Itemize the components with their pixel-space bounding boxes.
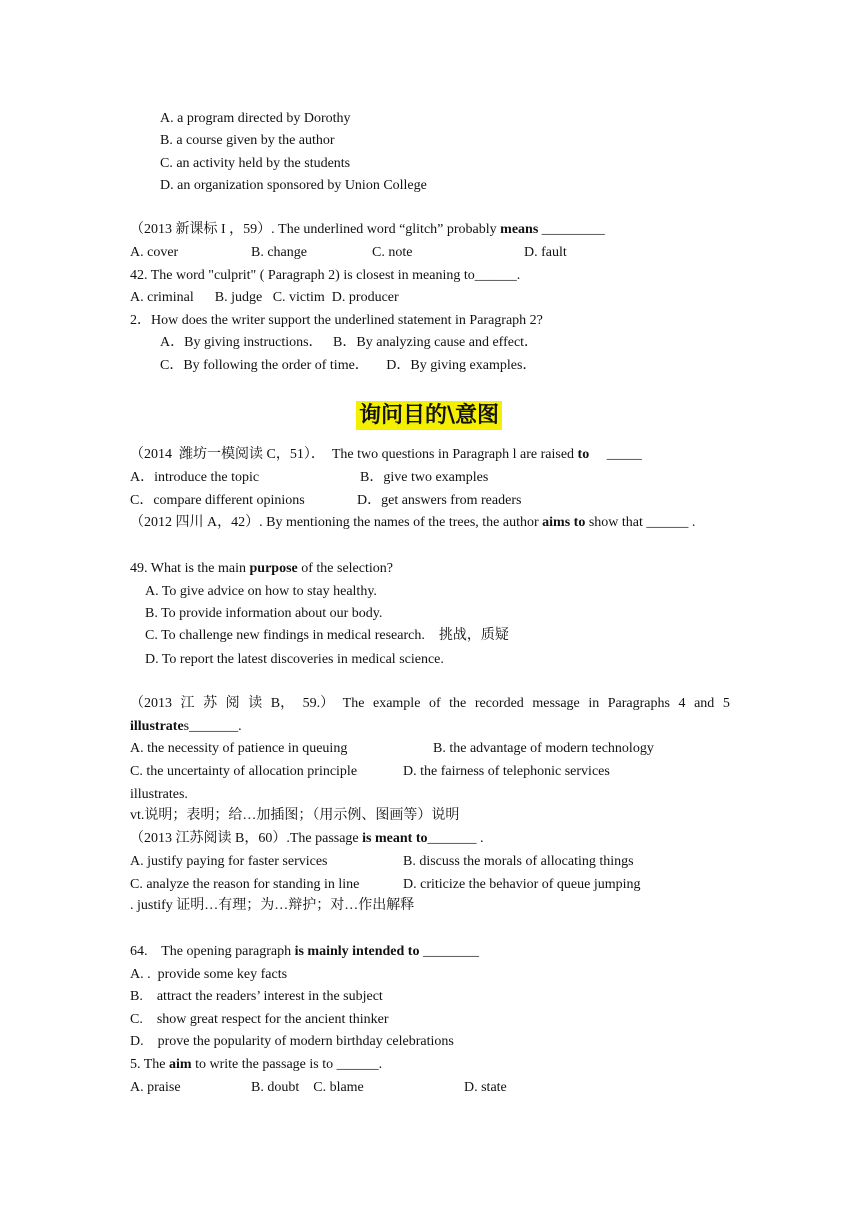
option-a: A. the necessity of patience in queuing xyxy=(130,741,348,756)
option-a: A. . provide some key facts xyxy=(130,967,288,982)
question-text: show that ______ . xyxy=(585,515,696,530)
option-d: D. the fairness of telephonic services xyxy=(403,764,610,779)
word: of xyxy=(428,696,441,711)
question-culprit: 42. The word "culprit" ( Paragraph 2) is closest in meaning to______. xyxy=(130,268,521,283)
word: and xyxy=(694,696,715,711)
question-illustrates xyxy=(130,695,730,713)
answer-blank: _______ . xyxy=(427,831,484,846)
word: 4 xyxy=(678,696,686,711)
question-text: （2012 四川 A，42）. By mentioning the names of the trees, the author xyxy=(130,515,543,530)
answer-blank: _________ xyxy=(538,222,605,237)
word: 5 xyxy=(722,696,730,711)
option-b: B. To provide information about our body. xyxy=(145,606,383,621)
highlighted-title: 询问目的\意图 xyxy=(356,401,502,430)
option-b: B. attract the readers’ interest in the subject xyxy=(130,989,383,1004)
option-b: B. discuss the morals of allocating things xyxy=(403,854,634,869)
word: 苏 xyxy=(203,696,218,711)
question-text: 49. What is the main xyxy=(130,561,250,576)
word: B， xyxy=(270,696,295,711)
option-d: D. fault xyxy=(524,245,567,260)
question-intended-to xyxy=(130,943,479,961)
option-a: A．introduce the topic xyxy=(130,470,260,485)
word: 江 xyxy=(180,696,195,711)
question-glitch xyxy=(130,221,605,239)
word: 59.） xyxy=(302,696,335,711)
section-heading xyxy=(356,401,502,431)
question-aim xyxy=(130,1056,382,1074)
options-row: A. criminal B. judge C. victim D. producer xyxy=(130,290,399,305)
options-row: B. doubt C. blame xyxy=(251,1080,364,1095)
word: example xyxy=(372,696,421,711)
option-c: C. To challenge new findings in medical research. 挑战，质疑 xyxy=(145,628,509,643)
answer-blank: to write the passage is to ______. xyxy=(191,1057,383,1072)
question-support: 2．How does the writer support the underlined statement in Paragraph 2? xyxy=(130,313,543,328)
question-text: 64. The opening paragraph xyxy=(130,944,295,959)
option-a: A. cover xyxy=(130,245,179,260)
word: 阅 xyxy=(225,696,240,711)
word: The xyxy=(342,696,365,711)
option-a: A. praise xyxy=(130,1080,181,1095)
question-text: （2013 新课标 I ，59）. The underlined word “glitch” probably xyxy=(130,222,501,237)
key-word: to xyxy=(577,447,590,462)
question-text: （2014 潍坊一模阅读 C，51）． The two questions in Paragraph l are raised xyxy=(130,447,578,462)
option-d: D. criticize the behavior of queue jumping xyxy=(403,877,641,892)
question-raised-to xyxy=(130,446,642,464)
vocab-word: illustrates. xyxy=(130,787,188,802)
question-text: of the selection? xyxy=(297,561,393,576)
key-word: aims to xyxy=(542,515,586,530)
question-aims-to xyxy=(130,514,695,532)
option-d: D. state xyxy=(464,1080,507,1095)
option-c: C. show great respect for the ancient thinker xyxy=(130,1012,389,1027)
option-b: B. a course given by the author xyxy=(160,133,335,148)
question-text: 5. The xyxy=(130,1057,170,1072)
key-word: aim xyxy=(169,1057,192,1072)
word: message xyxy=(532,696,580,711)
word: recorded xyxy=(474,696,524,711)
option-d: D. To report the latest discoveries in medical science. xyxy=(145,652,444,667)
option-a: A. justify paying for faster services xyxy=(130,854,328,869)
option-a: A. To give advice on how to stay healthy. xyxy=(145,584,377,599)
option-b: B. change xyxy=(251,245,307,260)
question-purpose xyxy=(130,560,393,578)
option-d: D. an organization sponsored by Union College xyxy=(160,178,427,193)
answer-blank: ________ xyxy=(419,944,479,959)
key-word: purpose xyxy=(249,561,298,576)
option-c: C. an activity held by the students xyxy=(160,156,351,171)
option-c: C．compare different opinions xyxy=(130,493,305,508)
word: in xyxy=(588,696,600,711)
option-d: D．get answers from readers xyxy=(357,493,522,508)
options-row: A．By giving instructions． B．By analyzing cause and effect． xyxy=(160,335,539,350)
option-b: B. the advantage of modern technology xyxy=(433,741,654,756)
options-row: C．By following the order of time． D．By giving examples． xyxy=(160,358,537,373)
option-c: C. analyze the reason for standing in line xyxy=(130,877,360,892)
key-word: means xyxy=(500,222,539,237)
word: the xyxy=(449,696,467,711)
option-c: C. note xyxy=(372,245,413,260)
word: 读 xyxy=(248,696,263,711)
vocab-definition: . justify 证明…有理；为…辩护；对…作出解释 xyxy=(130,898,415,913)
key-word: is mainly intended to xyxy=(294,944,420,959)
key-word: illustrate xyxy=(130,719,184,734)
word: Paragraphs xyxy=(607,696,670,711)
answer-blank: _____ xyxy=(589,447,642,462)
answer-blank: s_______. xyxy=(183,719,242,734)
question-meant-to xyxy=(130,830,483,848)
word: （2013 xyxy=(130,696,172,711)
question-text: （2013 江苏阅读 B，60）.The passage xyxy=(130,831,363,846)
option-c: C. the uncertainty of allocation principle xyxy=(130,764,358,779)
question-line xyxy=(130,718,242,736)
vocab-definition: vt.说明；表明；给…加插图；（用示例、图画等）说明 xyxy=(130,808,460,823)
key-word: is meant to xyxy=(362,831,428,846)
option-d: D. prove the popularity of modern birthday celebrations xyxy=(130,1034,454,1049)
option-b: B．give two examples xyxy=(360,470,489,485)
option-a: A. a program directed by Dorothy xyxy=(160,111,351,126)
